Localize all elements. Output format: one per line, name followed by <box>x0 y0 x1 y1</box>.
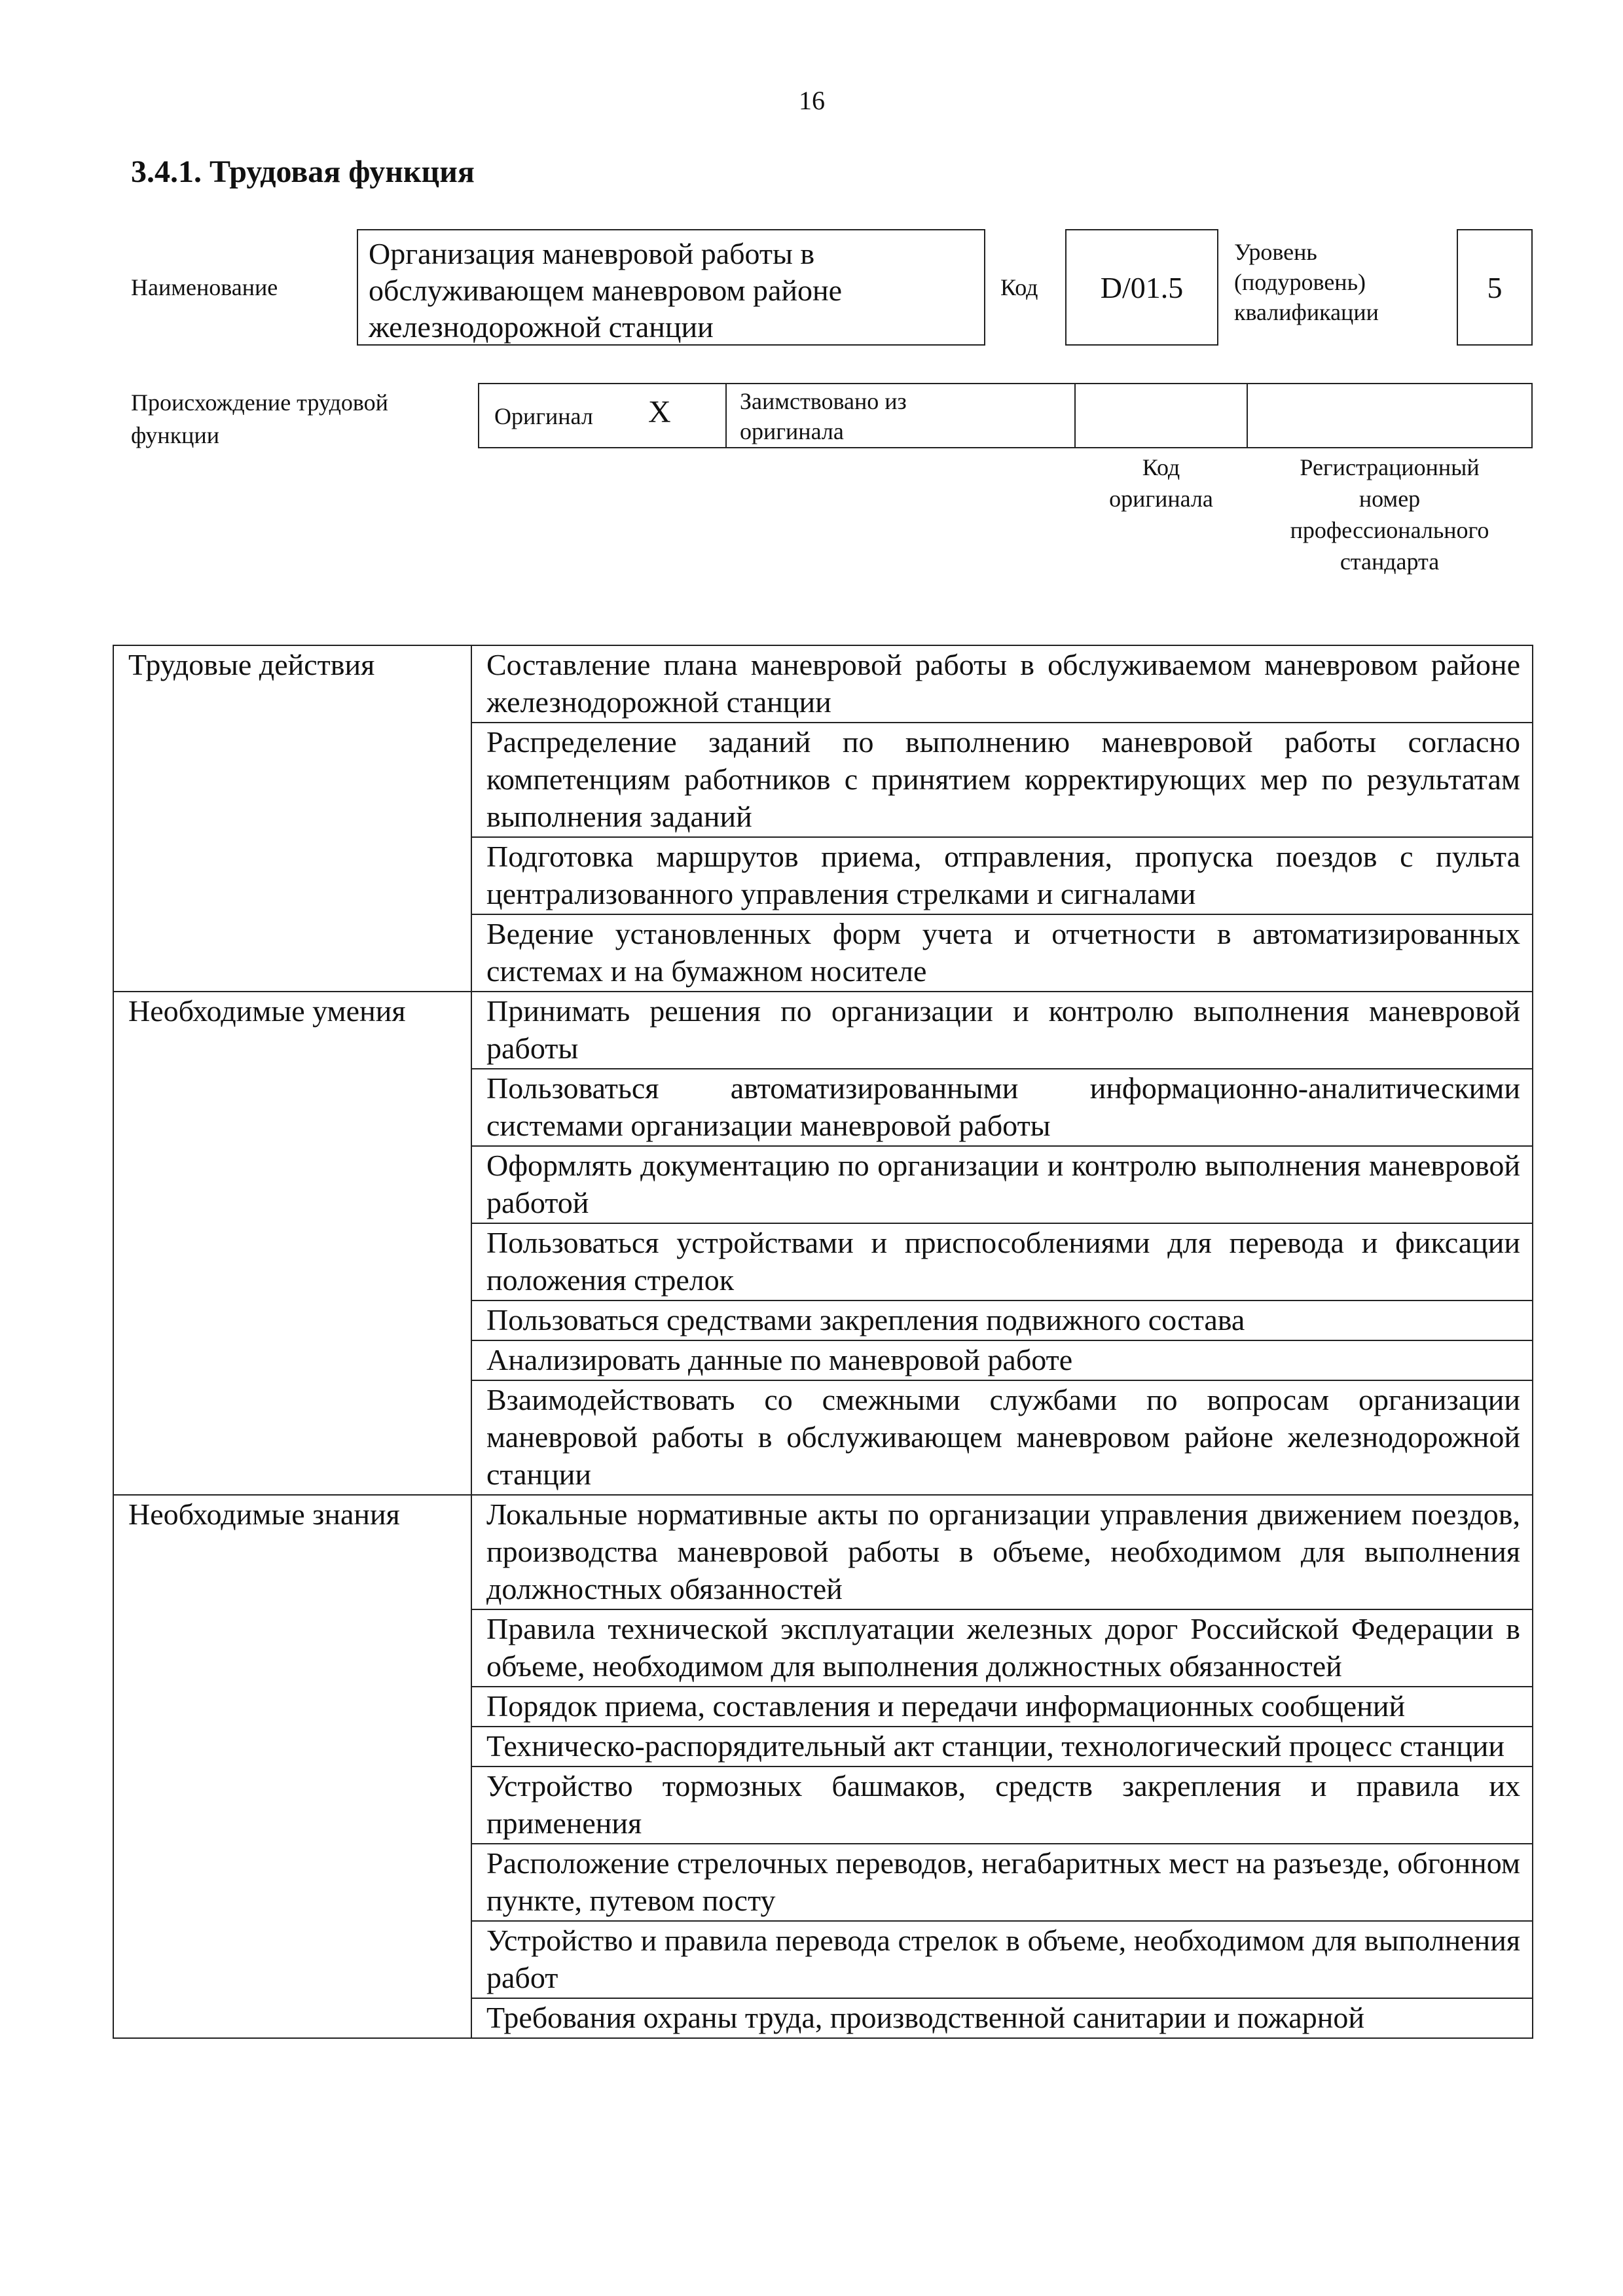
borrowed-label <box>740 386 907 446</box>
caption-line: Регистрационный <box>1300 454 1480 480</box>
section-title: 3.4.1. Трудовая функция <box>131 154 475 189</box>
name-label: Наименование <box>131 274 278 300</box>
table-cell: Пользоваться автоматизированными информационно-аналитическими системами организации маневровой работы <box>471 1069 1533 1146</box>
table-cell: Правила технической эксплуатации железных дорог Российской Федерации в объеме, необходимом для выполнения должностных обязанностей <box>471 1609 1533 1687</box>
borrowed-line: Заимствовано из <box>740 388 907 414</box>
caption-registration-number <box>1247 452 1533 577</box>
caption-line: профессионального <box>1290 517 1489 543</box>
origin-label-line: функции <box>131 422 219 448</box>
category-cell: Трудовые действия <box>113 645 471 992</box>
level-label <box>1234 237 1379 327</box>
caption-line: оригинала <box>1109 486 1213 512</box>
table-cell: Анализировать данные по маневровой работе <box>471 1340 1533 1380</box>
table-cell: Устройство и правила перевода стрелок в объеме, необходимом для выполнения работ <box>471 1921 1533 1998</box>
table-cell: Расположение стрелочных переводов, негабаритных мест на разъезде, обгонном пункте, путевом посту <box>471 1844 1533 1921</box>
table-row <box>113 992 1533 1069</box>
borrowed-line: оригинала <box>740 418 844 444</box>
original-mark: X <box>648 395 671 429</box>
origin-code-cell <box>1074 383 1248 448</box>
table-cell: Пользоваться устройствами и приспособлениями для перевода и фиксации положения стрелок <box>471 1223 1533 1300</box>
table-cell: Локальные нормативные акты по организации управления движением поездов, производства маневровой работы в объеме, необходимом для выполнения должностных обязанностей <box>471 1495 1533 1609</box>
level-label-line: Уровень <box>1234 239 1317 265</box>
caption-line: номер <box>1359 486 1421 512</box>
table-cell: Составление плана маневровой работы в обслуживаемом маневровом районе железнодорожной станции <box>471 645 1533 723</box>
table-cell: Ведение установленных форм учета и отчетности в автоматизированных системах и на бумажном носителе <box>471 914 1533 992</box>
level-value: 5 <box>1457 229 1533 346</box>
level-label-line: квалификации <box>1234 299 1379 325</box>
table-cell: Пользоваться средствами закрепления подвижного состава <box>471 1300 1533 1340</box>
table-cell: Принимать решения по организации и контролю выполнения маневровой работы <box>471 992 1533 1069</box>
category-cell: Необходимые знания <box>113 1495 471 2038</box>
name-line: Организация маневровой работы в <box>369 237 815 270</box>
code-label: Код <box>1000 274 1038 300</box>
name-line: обслуживающем маневровом районе <box>369 274 843 307</box>
table-row <box>113 645 1533 723</box>
table-cell: Распределение заданий по выполнению маневровой работы согласно компетенциям работников с принятием корректирующих мер по результатам выполнения заданий <box>471 723 1533 837</box>
origin-reg-cell <box>1247 383 1533 448</box>
origin-label <box>131 386 388 452</box>
table-cell: Взаимодействовать со смежными службами по вопросам организации маневровой работы в обслуживающем маневровом районе железнодорожной станции <box>471 1380 1533 1495</box>
caption-line: стандарта <box>1340 548 1440 575</box>
table-cell: Подготовка маршрутов приема, отправления, пропуска поездов с пульта централизованного управления стрелками и сигналами <box>471 837 1533 914</box>
table-cell: Порядок приема, составления и передачи информационных сообщений <box>471 1687 1533 1727</box>
original-label: Оригинал <box>494 403 593 429</box>
table-cell: Техническо-распорядительный акт станции, технологический процесс станции <box>471 1727 1533 1767</box>
table-cell: Устройство тормозных башмаков, средств закрепления и правила их применения <box>471 1767 1533 1844</box>
table-row <box>113 1495 1533 1609</box>
origin-label-line: Происхождение трудовой <box>131 389 388 416</box>
name-line: железнодорожной станции <box>369 310 714 344</box>
code-value: D/01.5 <box>1065 229 1218 346</box>
caption-code-original <box>1074 452 1248 514</box>
function-table <box>113 645 1533 2039</box>
table-cell: Требования охраны труда, производственной санитарии и пожарной <box>471 1998 1533 2038</box>
table-cell: Оформлять документацию по организации и контролю выполнения маневровой работой <box>471 1146 1533 1223</box>
page-number: 16 <box>799 86 825 115</box>
caption-line: Код <box>1142 454 1180 480</box>
category-cell: Необходимые умения <box>113 992 471 1495</box>
level-label-line: (подуровень) <box>1234 269 1366 295</box>
name-value <box>357 229 985 346</box>
